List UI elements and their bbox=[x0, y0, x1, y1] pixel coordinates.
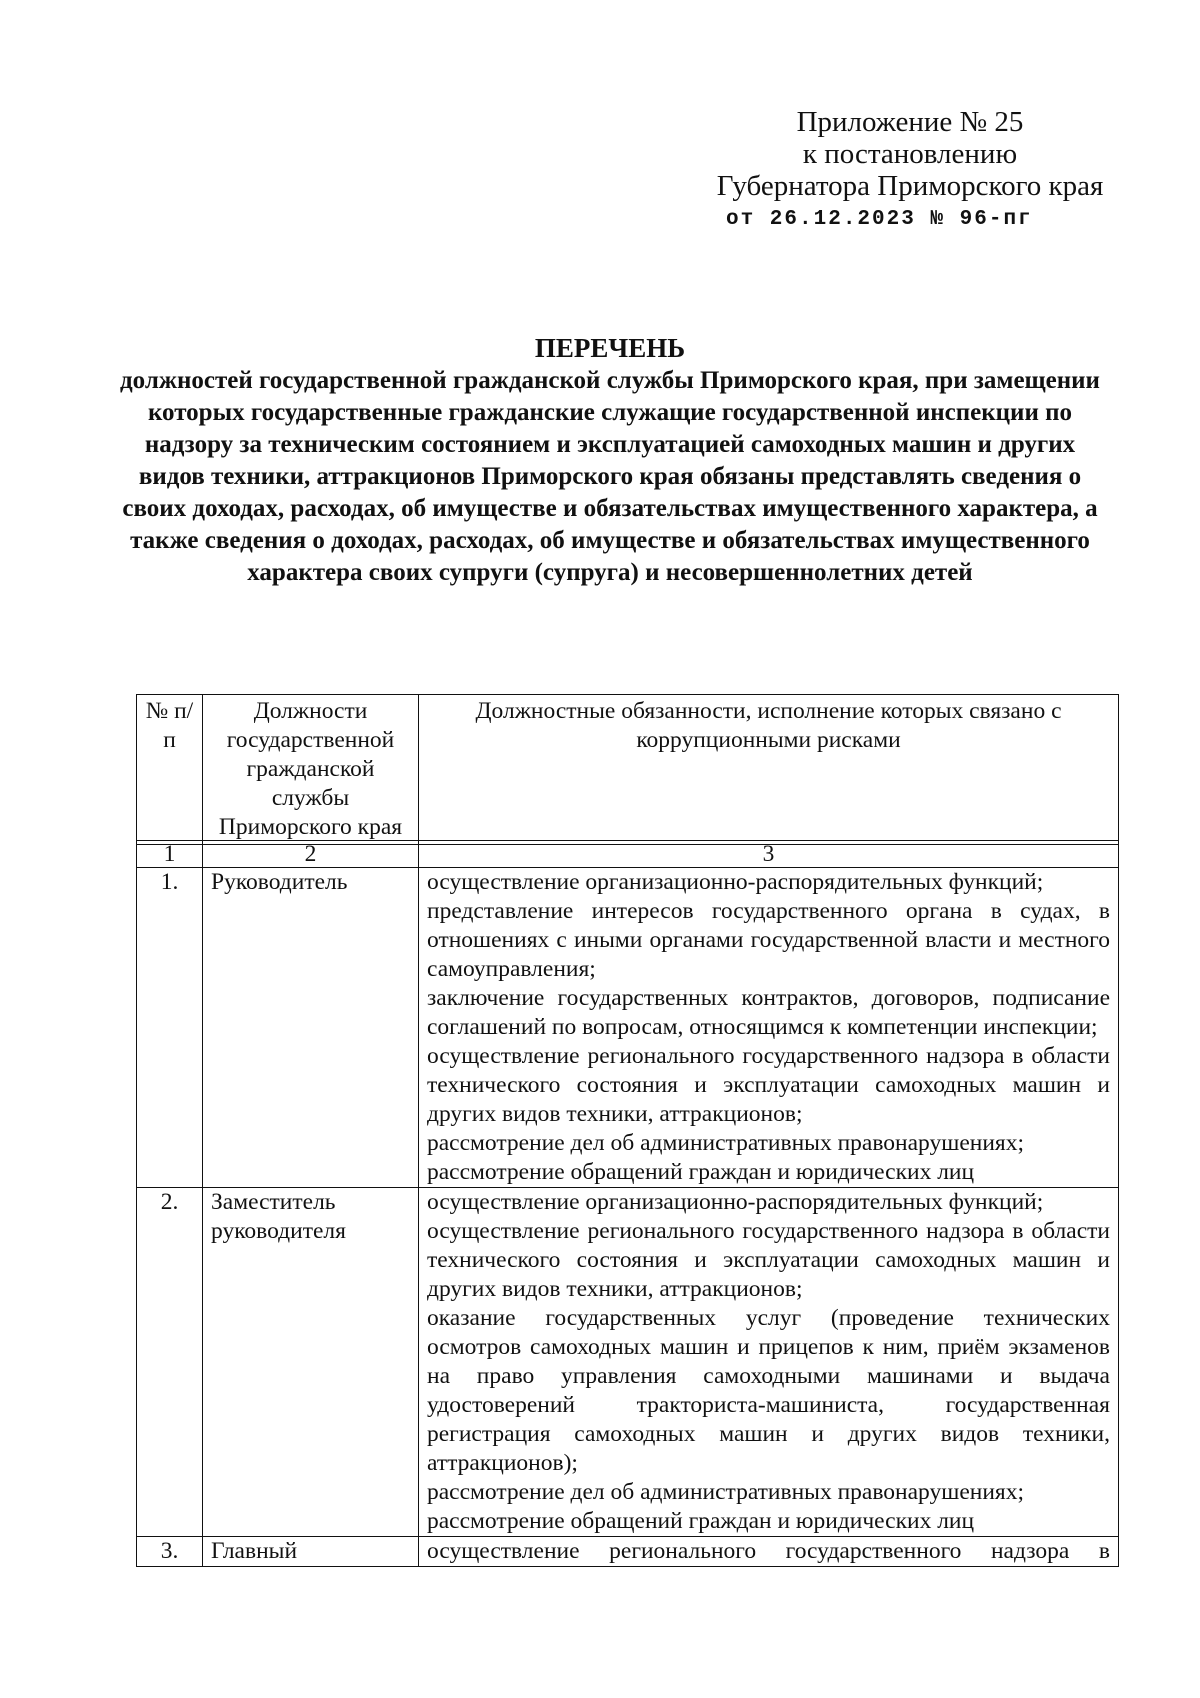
duty-item: представление интересов государственного органа в судах, в отношениях с иными органами государственной власти и местного самоуправления; bbox=[427, 898, 1110, 982]
table-header bbox=[136, 694, 1119, 845]
duty-item: осуществление организационно-распорядительных функций; bbox=[427, 1189, 1044, 1215]
positions-table bbox=[136, 840, 1119, 1567]
row-number: 1. bbox=[137, 868, 203, 1188]
document-title: ПЕРЕЧЕНЬ bbox=[534, 333, 686, 363]
row-duties bbox=[419, 1188, 1119, 1537]
duty-item: осуществление организационно-распорядительных функций; bbox=[427, 869, 1044, 895]
appendix-authority: Губернатора Приморского края bbox=[716, 170, 1104, 202]
duty-item: рассмотрение обращений граждан и юридических лиц bbox=[427, 1508, 975, 1534]
column-number: 3 bbox=[419, 841, 1119, 868]
row-number: 3. bbox=[137, 1537, 203, 1567]
row-duties bbox=[419, 1537, 1119, 1567]
duty-item: оказание государственных услуг (проведение технических осмотров самоходных машин и прицепов к ним, приём экзаменов на право управления самоходными машинами и выдача удостоверений тракториста-машиниста, государственная регистрация самоходных машин и других видов техники, аттракционов); bbox=[427, 1305, 1110, 1476]
table-header-row bbox=[137, 695, 1119, 845]
appendix-reference: к постановлению bbox=[802, 138, 1018, 170]
row-number: 2. bbox=[137, 1188, 203, 1537]
row-position: Главный bbox=[203, 1537, 419, 1567]
header-position: Должности государственной гражданской службы Приморского края bbox=[203, 695, 419, 845]
duty-item: заключение государственных контрактов, договоров, подписание соглашений по вопросам, относящимся к компетенции инспекции; bbox=[427, 985, 1110, 1040]
table-row bbox=[137, 1188, 1119, 1537]
row-duties bbox=[419, 868, 1119, 1188]
table-row bbox=[137, 868, 1119, 1188]
appendix-block bbox=[700, 106, 1120, 236]
header-duties: Должностные обязанности, исполнение которых связано с коррупционными рисками bbox=[419, 695, 1119, 845]
duty-item: рассмотрение дел об административных правонарушениях; bbox=[427, 1130, 1025, 1156]
duty-item: рассмотрение дел об административных правонарушениях; bbox=[427, 1479, 1025, 1505]
duty-item: осуществление регионального государственного надзора в bbox=[427, 1538, 1110, 1564]
duty-item: рассмотрение обращений граждан и юридических лиц bbox=[427, 1159, 975, 1185]
row-position: Заместитель руководителя bbox=[203, 1188, 419, 1537]
column-number: 2 bbox=[203, 841, 419, 868]
row-position: Руководитель bbox=[203, 868, 419, 1188]
document-subtitle: должностей государственной гражданской службы Приморского края, при замещении которых государственные гражданские служащие государственной инспекции по надзору за техническим состоянием и эксплуатацией самоходных машин и других видов техники, аттракционов Приморского края обязаны представлять сведения о своих доходах, расходах, об имуществе и обязательствах имущественного характера, а также сведения о доходах, расходах, об имуществе и обязательствах имущественного характера своих супруги (супруга) и несовершеннолетних детей bbox=[120, 367, 1100, 586]
column-number-row bbox=[137, 841, 1119, 868]
duty-item: осуществление регионального государственного надзора в области технического состояния и эксплуатации самоходных машин и других видов техники, аттракционов; bbox=[427, 1043, 1110, 1127]
appendix-number: Приложение № 25 bbox=[796, 106, 1024, 138]
header-number: № п/п bbox=[137, 695, 203, 845]
duty-item: осуществление регионального государственного надзора в области технического состояния и эксплуатации самоходных машин и других видов техники, аттракционов; bbox=[427, 1218, 1110, 1302]
table-row bbox=[137, 1537, 1119, 1567]
decree-date-number: от 26.12.2023 № 96-пг bbox=[726, 208, 1033, 231]
document-heading bbox=[120, 332, 1100, 589]
column-number: 1 bbox=[137, 841, 203, 868]
